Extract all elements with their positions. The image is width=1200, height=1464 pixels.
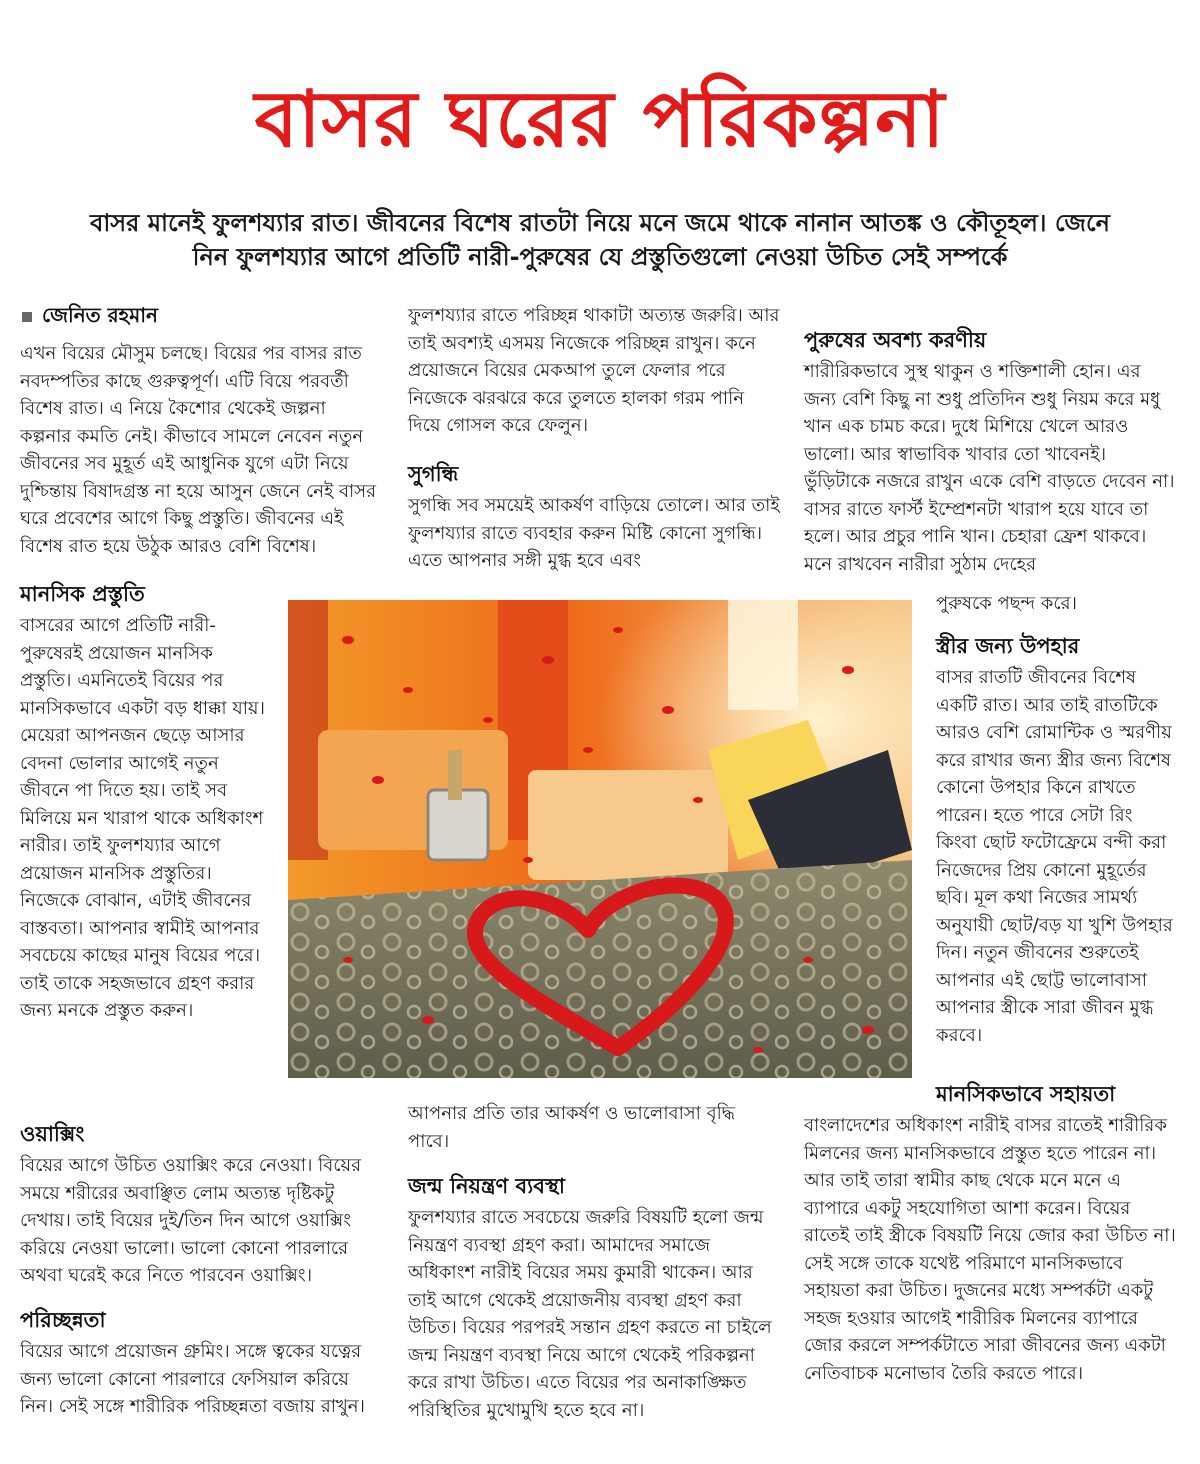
birth-control-body: ফুলশয্যার রাতে সবচেয়ে জরুরি বিষয়টি হলো জন্ম নিয়ন্ত্রণ ব্যবস্থা গ্রহণ করা। আমাদের সমাজে অধিকাংশ নারীই বিয়ের সময় কুমারী থাকেন। আর তাই আগে থেকেই প্রয়োজনীয় ব্যবস্থা গ্রহণ করা উচিত। বিয়ের পরপরই সন্তান গ্রহণ করতে না চাইলে জন্ম নিয়ন্ত্রণ ব্যবস্থা নিয়ে আগে থেকেই পরিকল্পনা করে রাখা উচিত। এতে বিয়ের পর অনাকাঙ্ক্ষিত পরিস্থিতির মুখোমুখি হতে হবে না।: [408, 1207, 772, 1421]
heading-birth-control: জন্ম নিয়ন্ত্রণ ব্যবস্থা: [408, 1174, 565, 1198]
byline-author: জেনিত রহমান: [42, 303, 158, 327]
support-body: বাংলাদেশের অধিকাংশ নারীই বাসর রাতেই শারীরিক মিলনের জন্য মানসিকভাবে প্রস্তুত হতে পারেন না। আর তাই তারা স্বামীর কাছ থেকে মনে মনে এ ব্যাপারে একটু সহযোগিতা আশা করেন। বিয়ের রাতেই তাই স্ত্রীকে বিষয়টি নিয়ে জোর করা উচিত না। সেই সঙ্গে তাকে যথেষ্ট পরিমাণে মানসিকভাবে সহায়তা করা উচিত। দুজনের মধ্যে সম্পর্কটা একটু সহজ হওয়ার আগেই শারীরিক মিলনের ব্যাপারে জোর করলে সম্পর্কটাতে সারা জীবনের জন্য একটা নেতিবাচক মনোভাব তৈরি করতে পারে।: [804, 1115, 1176, 1384]
fragrance-body: সুগন্ধি সব সময়েই আকর্ষণ বাড়িয়ে তোলে। আর তাই ফুলশয্যার রাতে ব্যবহার করুন মিষ্টি কোনো সুগন্ধি। এতে আপনার সঙ্গী মুগ্ধ হবে এবং: [408, 495, 780, 571]
mental-prep-body: বাসরের আগে প্রতিটি নারী-পুরুষেরই প্রয়োজন মানসিক প্রস্তুতি। এমনিতেই বিয়ের পর মানসিকভাবে একটা বড় ধাক্কা যায়। মেয়েরা আপনজন ছেড়ে আসার বেদনা ভোলার আগেই নতুন জীবনে পা দিতে হয়। তাই সব মিলিয়ে মন খারাপ থাকে অধিকাংশ নারীর। তাই ফুলশয্যার আগে প্রয়োজন মানসিক প্রস্তুতির। নিজেকে বোঝান, এটাই জীবনের বাস্তবতা। আপনার স্বামীই আপনার সবচেয়ে কাছের মানুষ বিয়ের পরে। তাই তাকে সহজভাবে গ্রহণ করার জন্য মনকে প্রস্তুত করুন।: [20, 615, 265, 1021]
heading-men-must: পুরুষের অবশ্য করণীয়: [804, 328, 987, 352]
men-must-body: শারীরিকভাবে সুস্থ থাকুন ও শক্তিশালী হোন। এর জন্য বেশি কিছু না শুধু প্রতিদিন শুধু নিয়ম করে মধু খান এক চামচ করে। দুধে মিশিয়ে খেলে আরও ভালো। আর স্বাভাবিক খাবার তো খাবেনই। ভুঁড়িটাকে নজরে রাখুন একে বেশি বাড়তে দেবেন না। বাসর রাতে ফার্স্ট ইম্প্রেশনটা খারাপ হয়ে যাবে তা হলে। আর প্রচুর পানি খান। চেহারা ফ্রেশ থাকবে। মনে রাখবেন নারীরা সুঠাম দেহের: [804, 361, 1175, 575]
cleanliness-body: বিয়ের আগে প্রয়োজন গ্রুমিং। সঙ্গে ত্বকের যত্নের জন্য ভালো কোনো পারলারে ফেসিয়াল করিয়ে নিন। সেই সঙ্গে শারীরিক পরিচ্ছন্নতা বজায় রাখুন।: [20, 1341, 365, 1417]
article-title: বাসর ঘরের পরিকল্পনা: [254, 74, 946, 165]
heading-gift: স্ত্রীর জন্য উপহার: [936, 634, 1080, 658]
cleanliness-continued: ফুলশয্যার রাতে পরিচ্ছন্ন থাকাটা অত্যন্ত জরুরি। আর তাই অবশ্যই এসময় নিজেকে পরিচ্ছন্ন রাখুন। কনে প্রয়োজনে বিয়ের মেকআপ তুলে ফেলার পরে নিজেকে ঝরঝরে করে তুলতে হালকা গরম পানি দিয়ে গোসল করে ফেলুন।: [408, 305, 780, 436]
byline-bullet-icon: [22, 312, 32, 322]
waxing-body: বিয়ের আগে উচিত ওয়াক্সিং করে নেওয়া। বিয়ের সময়ে শরীরের অবাঞ্ছিত লোম অত্যন্ত দৃষ্টিকটু দেখায়। তাই বিয়ের দুই/তিন দিন আগে ওয়াক্সিং করিয়ে নেওয়া ভালো। ভালো কোনো পারলারে অথবা ঘরেই করে নিতে পারবেন ওয়াক্সিং।: [20, 1155, 362, 1286]
heading-mental-prep: মানসিক প্রস্তুতি: [20, 582, 145, 606]
bedroom-photo: [288, 600, 912, 1078]
opening-paragraph: এখন বিয়ের মৌসুম চলছে। বিয়ের পর বাসর রাত নবদম্পতির কাছে গুরুত্বপূর্ণ। এটি বিয়ে পরবর্তী বিশেষ রাত। এ নিয়ে কৈশোর থেকেই জল্পনা কল্পনার কমতি নেই। কীভাবে সামলে নেবেন নতুন জীবনের সব মুহূর্ত এই আধুনিক যুগে এটা নিয়ে দুশ্চিন্তায় বিষাদগ্রস্ত না হয়ে আসুন জেনে নেই বাসর ঘরে প্রবেশের আগে কিছু প্রস্তুতি। জীবনের এই বিশেষ রাত হয়ে উঠুক আরও বেশি বিশেষ।: [20, 343, 377, 557]
gift-body: বাসর রাতটি জীবনের বিশেষ একটি রাত। আর তাই রাতটিকে আরও বেশি রোমান্টিক ও স্মরণীয় করে রাখার জন্য স্ত্রীর জন্য বিশেষ কোনো উপহার কিনে রাখতে পারেন। হতে পারে সেটা রিং কিংবা ছোট ফটোফ্রেমে বন্দী করা নিজেদের প্রিয় কোনো মুহূর্তের ছবি। মূল কথা নিজের সামর্থ্য অনুযায়ী ছোট/বড় যা খুশি উপহার দিন। নতুন জীবনের শুরুতেই আপনার এই ছোট্ট ভালোবাসা আপনার স্ত্রীকে সারা জীবন মুগ্ধ করবে।: [936, 667, 1173, 1046]
heading-support: মানসিকভাবে সহায়তা: [936, 1082, 1116, 1106]
fragrance-continued: আপনার প্রতি তার আকর্ষণ ও ভালোবাসা বৃদ্ধি পাবে।: [408, 1103, 735, 1152]
heading-fragrance: সুগন্ধি: [408, 462, 459, 486]
men-must-tail: পুরুষকে পছন্দ করে।: [936, 593, 1077, 614]
byline: [22, 302, 382, 328]
photo-ice-bucket: [428, 790, 488, 860]
heading-waxing: ওয়াক্সিং: [20, 1122, 85, 1146]
heading-cleanliness: পরিচ্ছন্নতা: [20, 1308, 106, 1332]
article-intro: বাসর মানেই ফুলশয্যার রাত। জীবনের বিশেষ রাতটা নিয়ে মনে জমে থাকে নানান আতঙ্ক ও কৌতূহল। জেনে নিন ফুলশয্যার আগে প্রতিটি নারী-পুরুষের যে প্রস্তুতিগুলো নেওয়া উচিত সেই সম্পর্কে: [89, 209, 1110, 271]
